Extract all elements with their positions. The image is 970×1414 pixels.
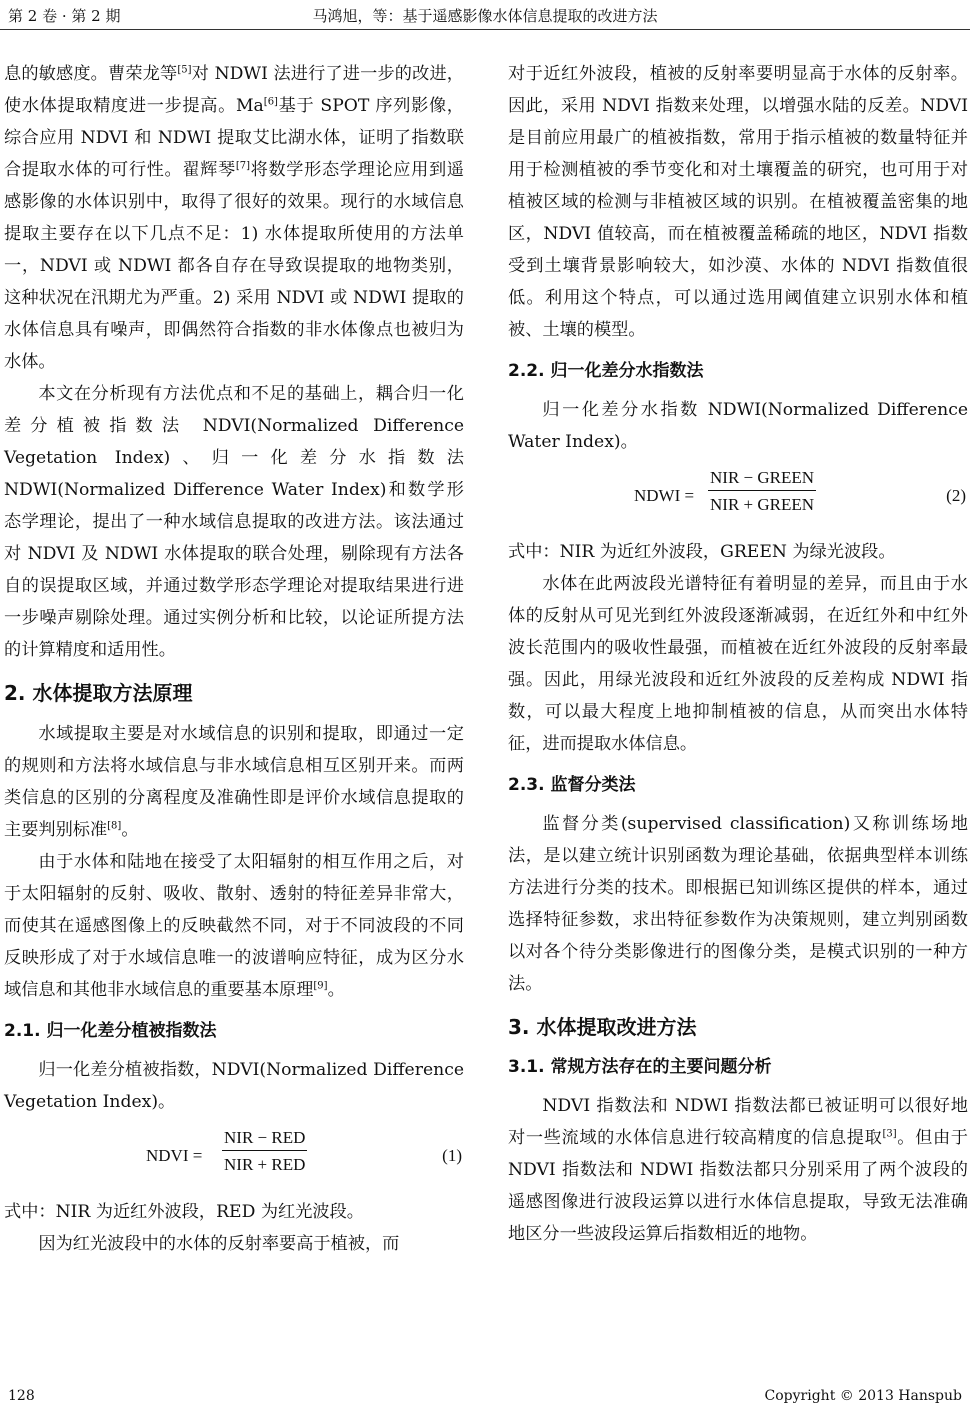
journal-volume-issue: 第 2 卷 · 第 2 期 <box>8 7 121 25</box>
citation-5[interactable]: [5] <box>177 64 192 76</box>
equation-1-ndvi <box>4 1124 464 1190</box>
equation-2-denominator: NIR + GREEN <box>710 495 815 514</box>
equation-2-numerator: NIR − GREEN <box>708 468 816 491</box>
paragraph-method-overview: 本文在分析现有方法优点和不足的基础上，耦合归一化差分植被指数法 NDVI(Normalized Difference Vegetation Index)、归一化差分水指数法 NDWI(Normalized Difference Water Index)和数学形态学理论，提出了一种水域信息提取的改进方法。该法通过对 NDVI 及 NDWI 水体提取的联合处理，剔除现有方法各自的误提取区域，并通过数学形态学理论对提取结果进行进一步噪声剔除处理。通过实例分析和比较，以论证所提方法的计算精度和适用性。 <box>4 384 464 660</box>
equation-1-fraction <box>222 1128 307 1175</box>
running-header <box>0 0 970 30</box>
paragraph-supervised-classification: 监督分类(supervised classification)又称训练场地法，是以建立统计识别函数为理论基础，依据典型样本训练方法进行分类的技术。即根据已知训练区提供的样本，通过选择特征参数，求出特征参数作为决策规则，建立判别函数以对各个待分类影像进行的图像分类，是模式识别的一种方法。 <box>508 814 968 994</box>
left-column <box>4 58 464 1260</box>
section-3-1-heading: 3.1. 常规方法存在的主要问题分析 <box>508 1057 772 1077</box>
paragraph-problem-analysis: NDVI 指数法和 NDWI 指数法都已被证明可以很好地对一些流域的水体信息进行较高精度的信息提取[3]。但由于 NDVI 指数法和 NDWI 指数法都只分别采用了两个波段的遥感图像进行波段运算以进行水体信息提取，导致无法准确地区分一些波段运算后指数相近的地物。 <box>508 1096 968 1244</box>
paragraph-water-extraction: 水域提取主要是对水域信息的识别和提取，即通过一定的规则和方法将水域信息与非水域信息相互区别开来。而两类信息的区别的分离程度及准确性即是评价水域信息提取的主要判别标准[8]。 <box>4 724 464 840</box>
equation-2-ndwi <box>508 464 968 530</box>
equation-2-fraction <box>708 468 816 515</box>
citation-8[interactable]: [8] <box>107 820 122 832</box>
paragraph-intro-continued: 息的敏感度。曹荣龙等[5]对 NDWI 法进行了进一步的改进，使水体提取精度进一步提高。Ma[6]基于 SPOT 序列影像，综合应用 NDVI 和 NDWI 提取艾比湖水体，证明了指数联合提取水体的可行性。翟辉琴[7]将数学形态学理论应用到遥感影像的水体识别中，取得了很好的效果。现行的水域信息提取主要存在以下几点不足：1) 水体提取所使用的方法单一，NDVI 或 NDWI 都各自存在导致误提取的地物类别，这种状况在汛期尤为严重。2) 采用 NDVI 或 NDWI 提取的水体信息具有噪声，即偶然符合指数的非水体像点也被归为水体。 <box>4 64 464 372</box>
equation-1-numerator: NIR − RED <box>222 1128 307 1151</box>
section-2-3-heading: 2.3. 监督分类法 <box>508 775 636 795</box>
section-2-2-heading: 2.2. 归一化差分水指数法 <box>508 361 704 381</box>
section-2-1-heading: 2.1. 归一化差分植被指数法 <box>4 1021 217 1041</box>
equation-1-lhs: NDVI = <box>146 1146 203 1165</box>
section-3-heading: 3. 水体提取改进方法 <box>508 1015 697 1039</box>
paragraph-ndvi-explanation: 对于近红外波段，植被的反射率要明显高于水体的反射率。因此，采用 NDVI 指数来处理，以增强水陆的反差。NDVI 是目前应用最广的植被指数，常用于指示植被的数量特征并用于检测植被的季节变化和对土壤覆盖的研究，也可用于对植被区域的检测与非植被区域的识别。在植被覆盖密集的地区，NDVI 值较高，而在植被覆盖稀疏的地区，NDVI 指数受到土壤背景影响较大，如沙漠、水体的 NDVI 指数值很低。利用这个特点，可以通过选用阈值建立识别水体和植被、土壤的模型。 <box>508 64 968 340</box>
citation-3[interactable]: [3] <box>882 1128 897 1140</box>
right-column <box>508 58 968 1250</box>
citation-9[interactable]: [9] <box>313 980 328 992</box>
citation-7[interactable]: [7] <box>235 160 250 172</box>
section-2-heading: 2. 水体提取方法原理 <box>4 681 193 705</box>
page-footer <box>0 1384 970 1414</box>
paragraph-ndwi-explanation: 水体在此两波段光谱特征有着明显的差异，而且由于水体的反射从可见光到红外波段逐渐减弱，在近红外和中红外波长范围内的吸收性最强，而植被在近红外波段的反射率最强。因此，用绿光波段和近红外波段的反差构成 NDWI 指数，可以最大程度上地抑制植被的信息，从而突出水体特征，进而提取水体信息。 <box>508 574 968 754</box>
equation-2-lhs: NDWI = <box>634 486 695 505</box>
citation-6[interactable]: [6] <box>263 96 278 108</box>
article-running-title: 马鸿旭，等：基于遥感影像水体信息提取的改进方法 <box>312 7 658 25</box>
paragraph-spectral-principle: 由于水体和陆地在接受了太阳辐射的相互作用之后，对于太阳辐射的反射、吸收、散射、透射的特征差异非常大，而使其在遥感图像上的反映截然不同，对于不同波段的不同反映形成了对于水域信息唯一的波谱响应特征，成为区分水域信息和其他非水域信息的重要基本原理[9]。 <box>4 852 464 1000</box>
paragraph-ndwi-variables: 式中：NIR 为近红外波段，GREEN 为绿光波段。 <box>508 542 896 562</box>
paragraph-ndvi-variables: 式中：NIR 为近红外波段，RED 为红光波段。 <box>4 1202 364 1222</box>
equation-1-denominator: NIR + RED <box>224 1155 306 1174</box>
equation-1-number: (1) <box>442 1146 462 1165</box>
equation-2-number: (2) <box>946 486 966 505</box>
copyright-notice: Copyright © 2013 Hanspub <box>764 1388 962 1404</box>
page-number: 128 <box>8 1388 35 1404</box>
paragraph-red-band: 因为红光波段中的水体的反射率要高于植被，而 <box>38 1234 400 1254</box>
paragraph-ndvi-intro: 归一化差分植被指数，NDVI(Normalized Difference Vegetation Index)。 <box>4 1060 464 1112</box>
paragraph-ndwi-intro: 归一化差分水指数 NDWI(Normalized Difference Water Index)。 <box>508 400 968 452</box>
